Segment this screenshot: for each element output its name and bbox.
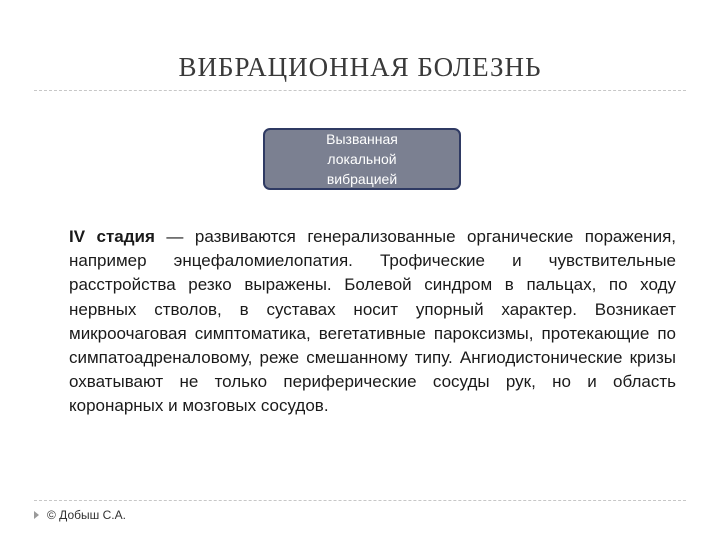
box-line-3: вибрацией <box>326 171 398 187</box>
stage-dash: — <box>154 227 195 246</box>
top-divider <box>34 90 686 91</box>
copyright-text: © Добыш С.А. <box>47 508 126 522</box>
box-line-1: Вызванная <box>326 131 398 147</box>
bullet-arrow-icon <box>34 511 39 519</box>
stage-label: IV стадия <box>69 227 155 246</box>
footer <box>34 508 126 522</box>
body-text: развиваются генерализованные органические поражения, например энцефаломиелопатия. Трофические и чувствительные расстройства резко выражены. Болевой синдром в пальцах, по ходу нервных стволов, в суставах носит упорный характер. Возникает микроочаговая симптоматика, вегетативные пароксизмы, протекающие по симпатоадреналовому, реже смешанному типу. Ангиодистонические кризы охватывают не только периферические сосуды рук, но и область коронарных и мозговых сосудов. <box>69 227 676 416</box>
slide-title: ВИБРАЦИОННАЯ БОЛЕЗНЬ <box>178 52 542 82</box>
body-paragraph <box>69 225 676 419</box>
bottom-divider <box>34 500 686 501</box>
box-line-2: локальной <box>327 151 397 167</box>
category-box <box>263 128 461 190</box>
